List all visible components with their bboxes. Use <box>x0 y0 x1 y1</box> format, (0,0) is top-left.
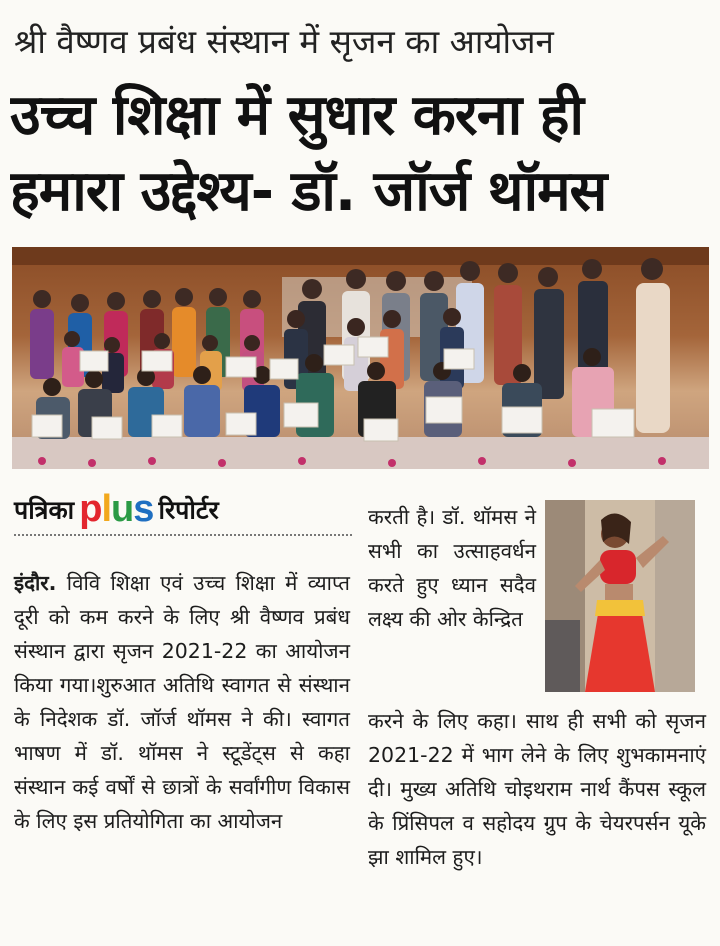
byline-reporter: रिपोर्टर <box>158 495 219 525</box>
dancer-photo <box>545 500 695 692</box>
article-column-1 <box>14 566 350 838</box>
article-column-2-top: करती है। डॉ. थॉमस ने सभी का उत्साहवर्धन करते हुए ध्यान सदैव लक्ष्य की ओर केन्द्रित <box>368 505 536 631</box>
byline-plus-logo: plus <box>79 488 154 530</box>
dateline: इंदौर. <box>14 571 57 595</box>
article-column-2-bottom: करने के लिए कहा। साथ ही सभी को सृजन 2021-22 में भाग लेने के लिए शुभकामनाएं दी। मुख्य अतिथि चोइथराम नार्थ कैंपस स्कूल के प्रिंसिपल व सहोदय ग्रुप के चेयरपर्सन यूके झा शामिल हुए। <box>368 709 706 869</box>
dancer-photo-illustration <box>545 500 695 692</box>
byline <box>14 488 352 536</box>
headline-line-1: उच्च शिक्षा में सुधार करना ही <box>10 83 584 148</box>
article-kicker: श्री वैष्णव प्रबंध संस्थान में सृजन का आयोजन <box>14 22 554 61</box>
group-photo <box>12 247 709 469</box>
headline-line-2: हमारा उद्देश्य- डॉ. जॉर्ज थॉमस <box>10 159 607 224</box>
byline-brand: पत्रिका <box>14 495 75 525</box>
column-1-text: विवि शिक्षा एवं उच्च शिक्षा में व्याप्त दूरी को कम करने के लिए श्री वैष्णव प्रबंध संस्थान द्वारा सृजन 2021-22 का आयोजन किया गया।शुरुआत अतिथि स्वागत से संस्थान के निदेशक डॉ. जॉर्ज थॉमस ने की। स्वागत भाषण में डॉ. थॉमस ने स्टूडेंट्स से कहा संस्थान कई वर्षों से छात्रों के सर्वांगीण विकास के लिए इस प्रतियोगिता का आयोजन <box>14 571 350 833</box>
article-headline <box>10 78 710 230</box>
group-photo-illustration <box>12 247 709 469</box>
